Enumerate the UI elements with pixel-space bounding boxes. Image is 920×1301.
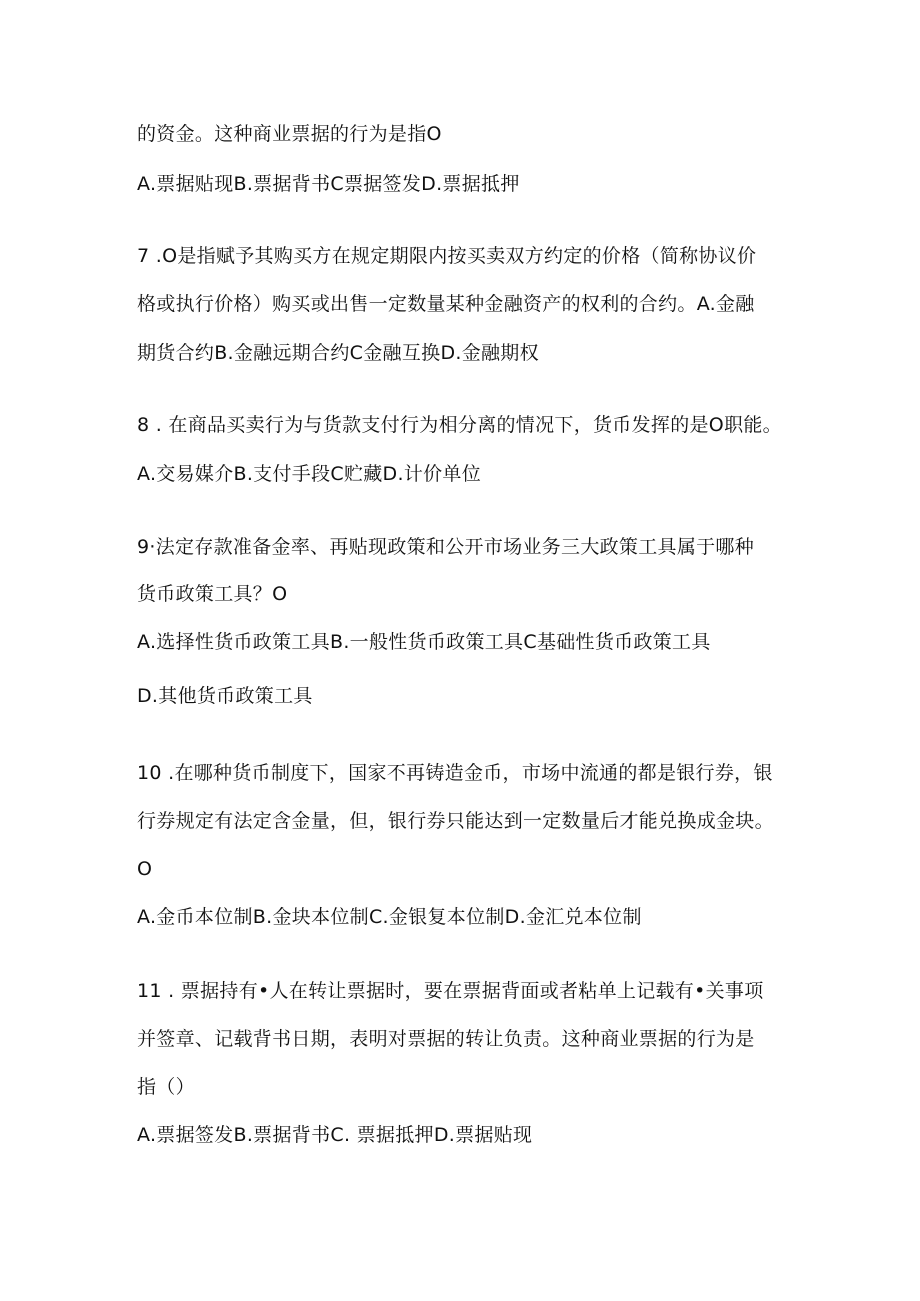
q6-options: A.票据贴现B.票据背书C票据签发D.票据抵押 [137, 173, 520, 195]
q7-text-line3: 期货合约B.金融远期合约C金融互换D.金融期权 [137, 342, 539, 364]
q10-text-line2: 行券规定有法定含金量，但，银行券只能达到一定数量后才能兑换成金块。 [137, 810, 774, 832]
q9-text-line2: 货币政策工具？O [137, 583, 288, 605]
q11-text-line3: 指（） [137, 1076, 195, 1098]
q9-options-line2: D.其他货币政策工具 [137, 685, 313, 707]
q11-text-line1: 11 . 票据持有•人在转让票据时，要在票据背面或者粘单上记载有•关事项 [137, 980, 764, 1002]
q7-text-line1: 7 .O是指赋予其购买方在规定期限内按买卖双方约定的价格（简称协议价 [137, 245, 757, 267]
q10-options: A.金币本位制B.金块本位制C.金银复本位制D.金汇兑本位制 [137, 906, 642, 928]
q11-text-line2: 并签章、记载背书日期，表明对票据的转让负责。这种商业票据的行为是 [137, 1028, 755, 1050]
q8-text: 8 . 在商品买卖行为与货款支付行为相分离的情况下，货币发挥的是O职能。 [137, 414, 782, 436]
q11-options: A.票据签发B.票据背书C. 票据抵押D.票据贴现 [137, 1124, 533, 1146]
q7-text-line2: 格或执行价格）购买或出售一定数量某种金融资产的权利的合约。A.金融 [137, 293, 755, 315]
q8-options: A.交易媒介B.支付手段C贮藏D.计价单位 [137, 463, 482, 485]
q9-options-line1: A.选择性货币政策工具B.一般性货币政策工具C基础性货币政策工具 [137, 631, 711, 653]
q9-text-line1: 9·法定存款准备金率、再贴现政策和公开市场业务三大政策工具属于哪种 [137, 536, 755, 558]
q6-text-tail: 的资金。这种商业票据的行为是指O [137, 123, 442, 145]
q10-text-line3: O [137, 858, 153, 880]
q10-text-line1: 10 .在哪种货币制度下，国家不再铸造金币，市场中流通的都是银行券，银 [137, 762, 773, 784]
